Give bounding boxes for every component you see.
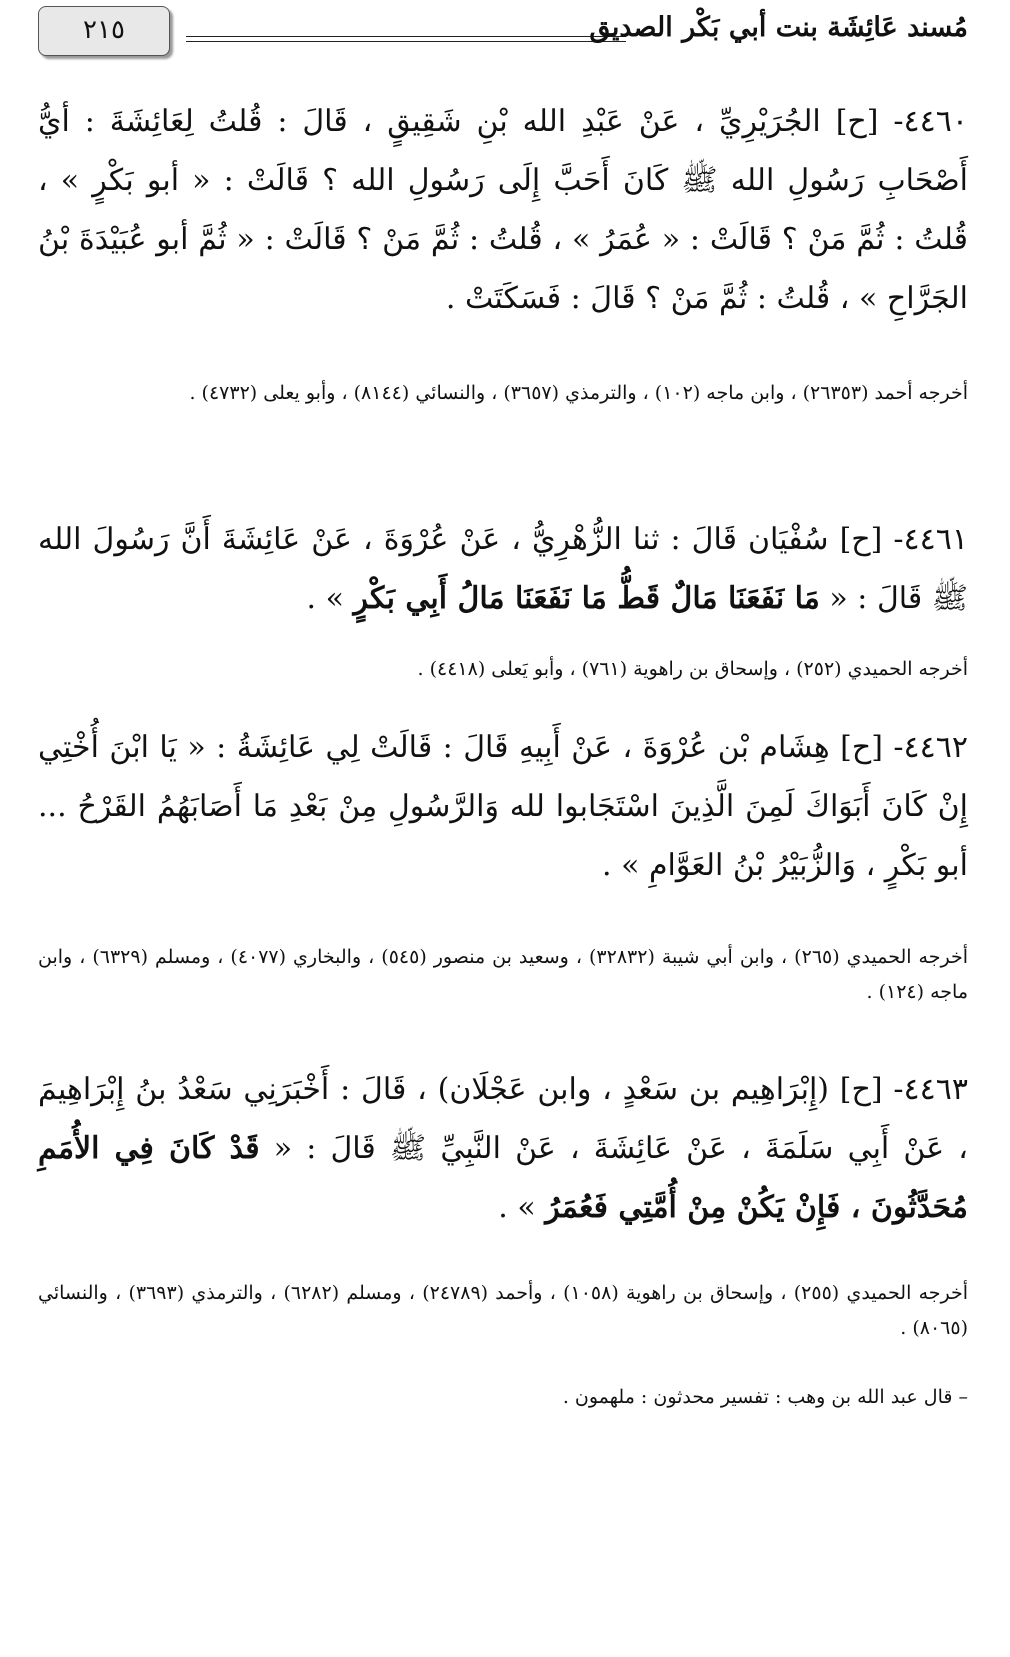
takhrij-4463: أخرجه الحميدي (٢٥٥) ، وإسحاق بن راهوية (١٠٥٨) ، وأحمد (٢٤٧٨٩) ، ومسلم (٦٢٨٢) ، والترمذي (٣٦٩٣) ، والنسائي (٨٠٦٥) . — [38, 1282, 969, 1339]
hadith-4463-matn: قَدْ كَانَ فِي الأُمَمِ مُحَدَّثُونَ ، فَإِنْ يَكُنْ مِنْ أُمَّتِي فَعُمَرُ — [38, 1131, 968, 1225]
header-rule — [186, 36, 626, 37]
footnote-note: – قال عبد الله بن وهب : تفسير محدثون : ملهمون . — [562, 1386, 968, 1408]
takhrij-4462: أخرجه الحميدي (٢٦٥) ، وابن أبي شيبة (٣٢٨٣٢) ، وسعيد بن منصور (٥٤٥) ، والبخاري (٤٠٧٧) ، ومسلم (٦٣٢٩) ، وابن ماجه (١٢٤) . — [38, 946, 968, 1003]
takhrij-4460: أخرجه أحمد (٢٦٣٥٣) ، وابن ماجه (١٠٢) ، والترمذي (٣٦٥٧) ، والنسائي (٨١٤٤) ، وأبو يعلى (٤٧٣٢) . — [189, 382, 968, 404]
hadith-4463-intro: ٤٤٦٣- [ح] (إِبْرَاهِيم بن سَعْدٍ ، وابن عَجْلَان) ، قَالَ : أَخْبَرَنِي سَعْدُ بنُ إِبْرَاهِيمَ ، عَنْ أَبِي سَلَمَةَ ، عَنْ عَائِشَةَ ، عَنْ النَّبِيِّ ﷺ قَالَ : « — [38, 1072, 968, 1166]
hadith-4461-matn: مَا نَفَعَنَا مَالٌ قَطُّ مَا نَفَعَنَا مَالُ أَبِي بَكْرٍ — [353, 581, 820, 616]
hadith-4463 — [38, 1060, 968, 1237]
hadith-4461 — [38, 510, 968, 628]
hadith-4463-end: » . — [498, 1190, 536, 1225]
hadith-4460: ٤٤٦٠- [ح] الجُرَيْرِيِّ ، عَنْ عَبْدِ الله بْنِ شَقِيقٍ ، قَالَ : قُلتُ لِعَائِشَةَ : أيُّ أَصْحَابِ رَسُولِ الله ﷺ كَانَ أَحَبَّ إِلَى رَسُولِ الله ؟ قَالَتْ : « أبو بَكْرٍ » ، قُلتُ : ثُمَّ مَنْ ؟ قَالَتْ : « عُمَرُ » ، قُلتُ : ثُمَّ مَنْ ؟ قَالَتْ : « ثُمَّ أبو عُبَيْدَةَ بْنُ الجَرَّاحِ » ، قُلتُ : ثُمَّ مَنْ ؟ قَالَ : فَسَكَتَتْ . — [38, 104, 968, 316]
hadith-4461-intro: ٤٤٦١- [ح] سُفْيَان قَالَ : ثنا الزُّهْرِيُّ ، عَنْ عُرْوَةَ ، عَنْ عَائِشَةَ أَنَّ رَسُولَ الله ﷺ قَالَ : « — [38, 522, 968, 616]
hadith-4462: ٤٤٦٢- [ح] هِشَام بْن عُرْوَةَ ، عَنْ أَبِيهِ قَالَ : قَالَتْ لِي عَائِشَةُ : « يَا ابْنَ أُخْتِي إِنْ كَانَ أَبَوَاكَ لَمِنَ الَّذِينَ اسْتَجَابوا لله وَالرَّسُولِ مِنْ بَعْدِ مَا أَصَابَهُمُ القَرْحُ ... أبو بَكْرٍ ، وَالزُّبَيْرُ بْنُ العَوَّامِ » . — [38, 730, 968, 883]
hadith-4461-end: » . — [306, 581, 344, 616]
header-rule-secondary — [186, 41, 626, 42]
takhrij-4461: أخرجه الحميدي (٢٥٢) ، وإسحاق بن راهوية (٧٦١) ، وأبو يَعلى (٤٤١٨) . — [417, 658, 968, 680]
running-title: مُسند عَائِشَة بنت أبي بَكْر الصديق — [589, 12, 968, 43]
page-header — [38, 6, 968, 62]
page-number: ٢١٥ — [38, 6, 170, 56]
